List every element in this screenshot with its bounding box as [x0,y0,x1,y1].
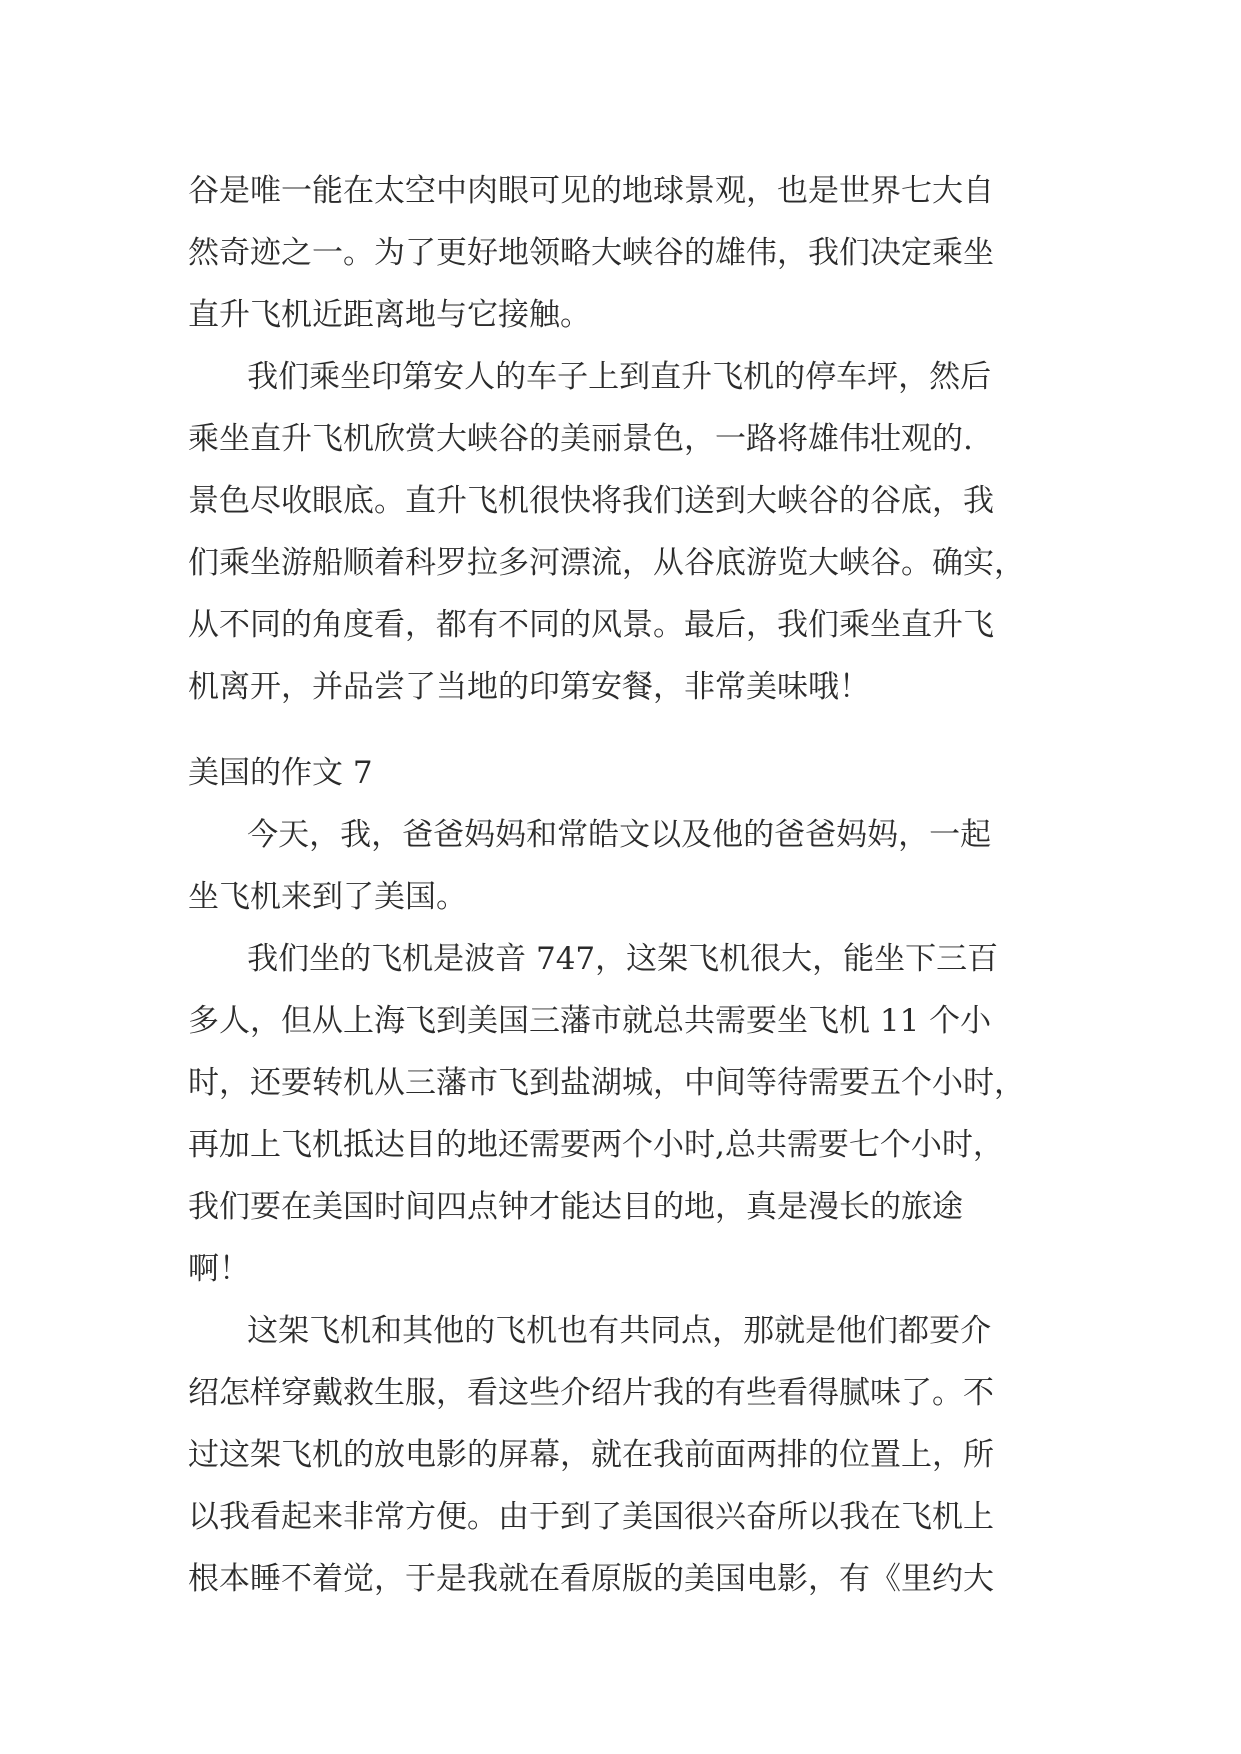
paragraph-helicopter-tour [188,346,1058,718]
section-spacer [188,718,1058,742]
section-title: 美国的作文 7 [188,755,373,791]
text-line: 啊！ [188,1251,250,1287]
text-line: 过这架飞机的放电影的屏幕，就在我前面两排的位置上，所 [188,1437,994,1473]
text-line: 直升飞机近距离地与它接触。 [188,297,591,333]
paragraph-essay-7 [188,804,1058,1610]
text-line: 今天，我，爸爸妈妈和常皓文以及他的爸爸妈妈，一起 [188,817,992,853]
text-line: 以我看起来非常方便。由于到了美国很兴奋所以我在飞机上 [188,1499,994,1535]
text-line: 我们乘坐印第安人的车子上到直升飞机的停车坪，然后 [188,359,992,395]
text-line: 绍怎样穿戴救生服，看这些介绍片我的有些看得腻味了。不 [188,1375,994,1411]
text-line: 再加上飞机抵达目的地还需要两个小时,总共需要七个小时， [188,1127,1004,1163]
text-line: 根本睡不着觉，于是我就在看原版的美国电影，有《里约大 [188,1561,994,1597]
text-line: 我们要在美国时间四点钟才能达目的地，真是漫长的旅途 [188,1189,963,1225]
text-line: 时，还要转机从三藩市飞到盐湖城，中间等待需要五个小时， [188,1065,1025,1101]
text-line: 从不同的角度看，都有不同的风景。最后，我们乘坐直升飞 [188,607,994,643]
text-line: 多人，但从上海飞到美国三藩市就总共需要坐飞机 11 个小 [188,1003,992,1039]
document-body [188,160,1058,1610]
text-line: 这架飞机和其他的飞机也有共同点，那就是他们都要介 [188,1313,992,1349]
text-line: 机离开，并品尝了当地的印第安餐，非常美味哦！ [188,669,870,705]
text-line: 我们坐的飞机是波音 747，这架飞机很大，能坐下三百 [188,941,999,977]
text-line: 乘坐直升飞机欣赏大峡谷的美丽景色，一路将雄伟壮观的. [188,421,973,457]
text-line: 们乘坐游船顺着科罗拉多河漂流，从谷底游览大峡谷。确实， [188,545,1025,581]
text-line: 坐飞机来到了美国。 [188,879,467,915]
text-line: 然奇迹之一。为了更好地领略大峡谷的雄伟，我们决定乘坐 [188,235,994,271]
paragraph-grand-canyon-intro [188,160,1058,346]
text-line: 谷是唯一能在太空中肉眼可见的地球景观，也是世界七大自 [188,173,994,209]
text-line: 景色尽收眼底。直升飞机很快将我们送到大峡谷的谷底，我 [188,483,994,519]
